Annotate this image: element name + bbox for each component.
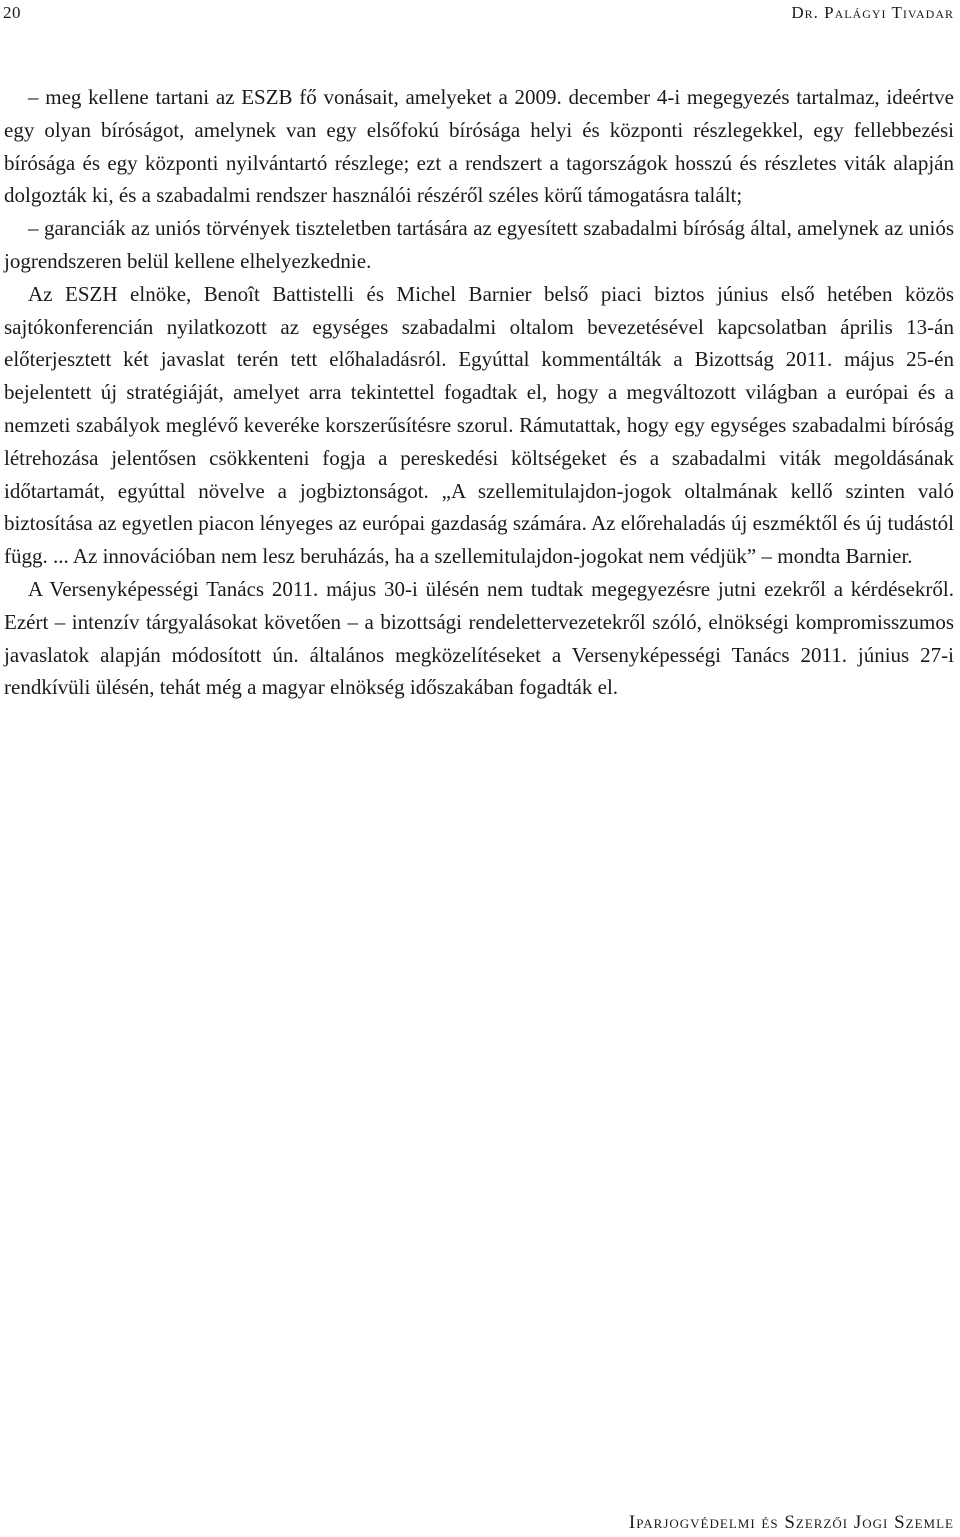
body-paragraph: A Versenyképességi Tanács 2011. május 30-i ülésén nem tudtak megegyezésre jutni ezekről a kérdésekről. Ezért – intenzív tárgyalásokat követően – a bizottsági rendelettervezetekről szóló, elnökségi kompromisszumos javaslatok alapján módosított ún. általános megközelítéseket a Versenyképességi Tanács 2011. június 27-i rendkívüli ülésén, tehát még a magyar elnökség időszakában fogadták el. bbox=[4, 576, 954, 700]
list-item-paragraph: – meg kellene tartani az ESZB fő vonásait, amelyeket a 2009. december 4-i megegyezés tartalmaz, ideértve egy olyan bíróságot, amelynek van egy elsőfokú bírósága helyi és központi részlegekkel, egy fellebbezési bírósága és egy központi nyilvántartó részlege; ezt a rendszert a tagországok hosszú és részletes viták alapján dolgozták ki, és a szabadalmi rendszer használói részéről széles körű támogatásra talált; bbox=[4, 85, 954, 208]
page-header bbox=[0, 0, 960, 30]
body-paragraph: Az ESZH elnöke, Benoît Battistelli és Michel Barnier belső piaci biztos június első hetében közös sajtókonferencián nyilatkozott az egységes szabadalmi oltalom bevezetésével kapcsolatban április 13-án előterjesztett két javaslat terén tett előhaladásról. Egyúttal kommentálták a Bizottság 2011. május 25-én bejelentett új stratégiáját, amelyet arra tekintettel fogadtak el, hogy a megváltozott világban a európai és a nemzeti szabályok meglévő keveréke korszerűsítésre szorul. Rámutattak, hogy egy egységes szabadalmi bíróság létrehozása jelentősen csökkenteni fogja a pereskedési költségeket és a szabadalmi viták megoldásának időtartamát, egyúttal növelve a jogbiztonságot. „A szellemitulajdon-jogok oltalmának kellő szinten való biztosítása az egyetlen piacon lényeges az európai gazdaság számára. Az előrehaladás új eszméktől és új tudástól függ. ... Az innovációban nem lesz beruházás, ha a szellemitulajdon-jogokat nem védjük” – mondta Barnier. bbox=[4, 281, 954, 569]
page-number: 20 bbox=[3, 3, 21, 22]
running-head-author: Dr. Palágyi Tivadar bbox=[791, 3, 954, 22]
article-body bbox=[4, 81, 954, 704]
journal-footer: Iparjogvédelmi és Szerzői Jogi Szemle bbox=[628, 1512, 954, 1533]
list-item-paragraph: – garanciák az uniós törvények tiszteletben tartására az egyesített szabadalmi bíróság által, amelynek az uniós jogrendszeren belül kellene elhelyezkednie. bbox=[4, 216, 954, 273]
